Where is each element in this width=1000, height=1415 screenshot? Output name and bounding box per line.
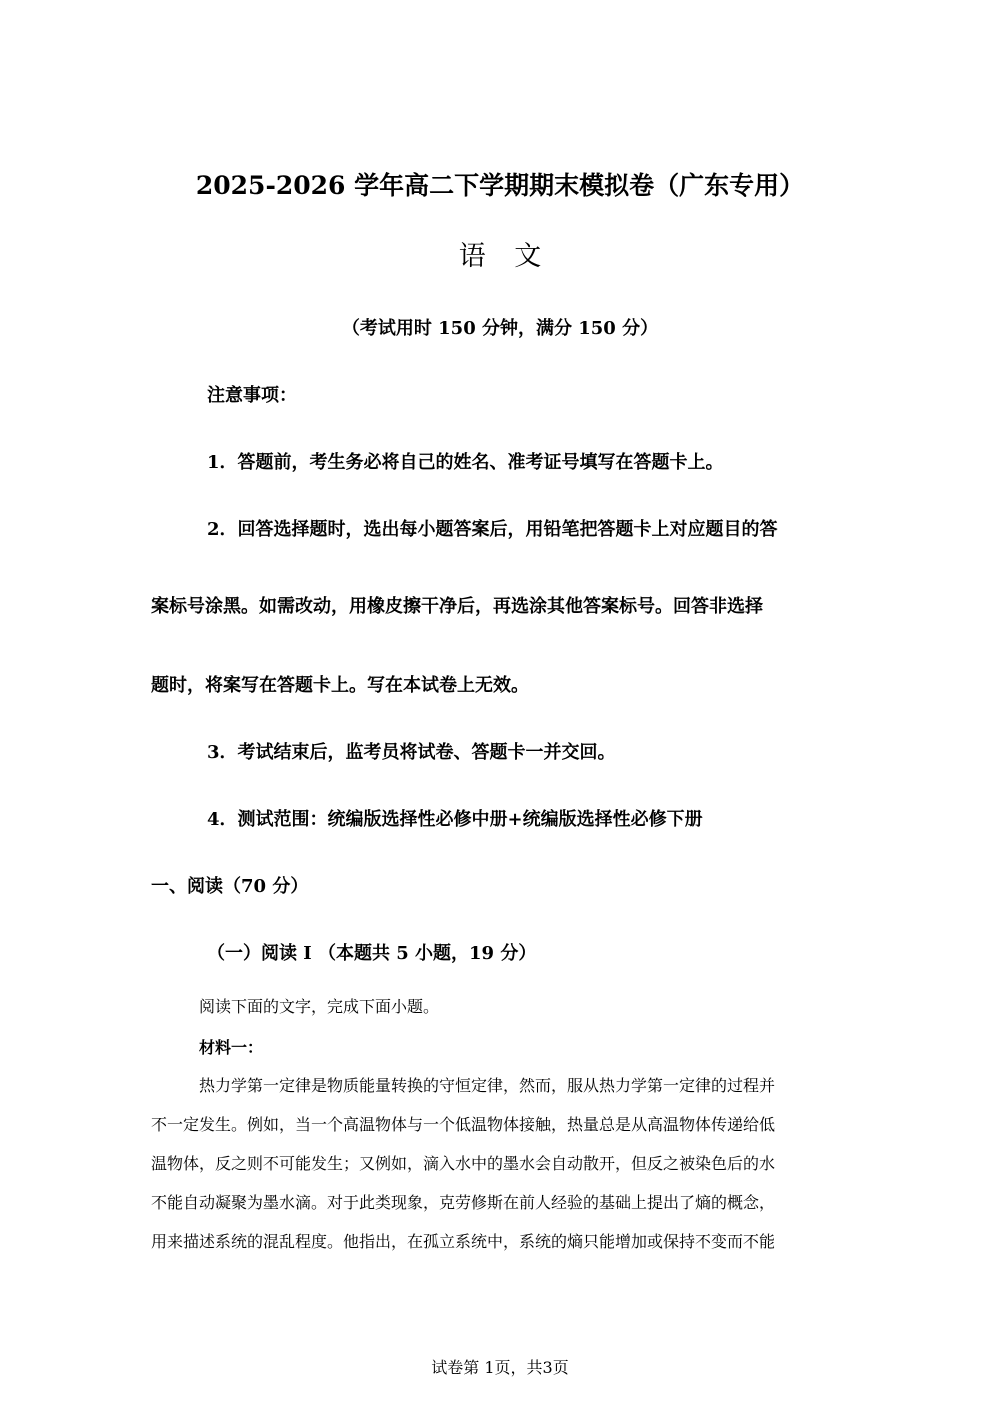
section-heading: 一、阅读（70 分） [151, 876, 309, 897]
material-line-3: 温物体，反之则不可能发生；又例如，滴入水中的墨水会自动散开，但反之被染色后的水 [151, 1154, 776, 1173]
material-line-5: 用来描述系统的混乱程度。他指出，在孤立系统中，系统的熵只能增加或保持不变而不能 [151, 1232, 776, 1251]
document-title: 2025-2026 学年高二下学期期末模拟卷（广东专用） [195, 171, 805, 200]
notice-item-2-line-2: 案标号涂黑。如需改动，用橡皮擦干净后，再选涂其他答案标号。回答非选择 [151, 596, 763, 617]
material-line-4: 不能自动凝聚为墨水滴。对于此类现象，克劳修斯在前人经验的基础上提出了熵的概念， [151, 1193, 776, 1212]
subject-title: 语 文 [458, 241, 552, 272]
notice-item-1: 1．答题前，考生务必将自己的姓名、准考证号填写在答题卡上。 [207, 452, 724, 473]
material-label: 材料一： [199, 1038, 264, 1057]
material-line-2: 不一定发生。例如，当一个高温物体与一个低温物体接触，热量总是从高温物体传递给低 [151, 1115, 776, 1134]
notice-heading: 注意事项： [207, 385, 297, 406]
exam-info: （考试用时 150 分钟，满分 150 分） [341, 318, 659, 339]
page-footer: 试卷第 1页，共3页 [431, 1358, 569, 1377]
material-line-1: 热力学第一定律是物质能量转换的守恒定律，然而，服从热力学第一定律的过程并 [199, 1076, 776, 1095]
notice-item-3: 3．考试结束后，监考员将试卷、答题卡一并交回。 [207, 742, 616, 763]
notice-item-4: 4．测试范围：统编版选择性必修中册+统编版选择性必修下册 [207, 809, 703, 830]
notice-item-2-line-3: 题时，将案写在答题卡上。写在本试卷上无效。 [151, 675, 529, 696]
notice-item-2-line-1: 2．回答选择题时，选出每小题答案后，用铅笔把答题卡上对应题目的答 [207, 519, 778, 540]
subsection-heading: （一）阅读 I （本题共 5 小题，19 分） [207, 943, 537, 964]
reading-instruction: 阅读下面的文字，完成下面小题。 [199, 997, 440, 1016]
